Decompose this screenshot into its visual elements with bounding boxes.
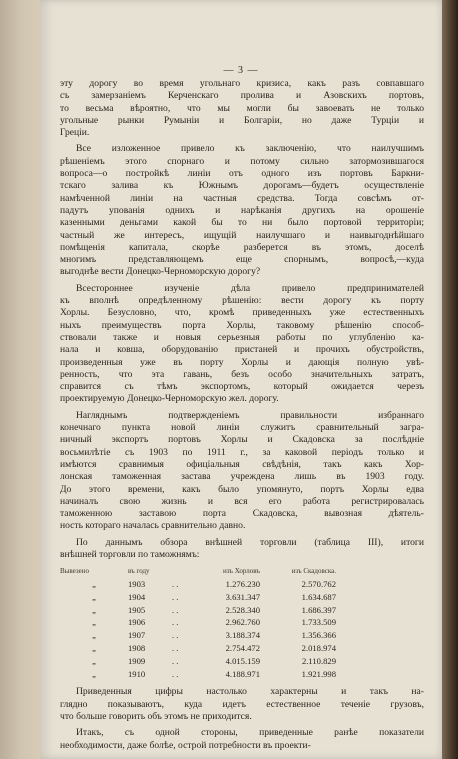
table-header xyxy=(60,565,424,578)
table-row xyxy=(60,642,424,655)
table-cell-mark: „ xyxy=(92,579,96,590)
table-cell-skadovsk: 2.018.974 xyxy=(301,643,336,654)
text-line: выгоднѣе вести Донецко-Черноморскую дорогу? xyxy=(60,266,261,278)
text-line: произведенныя уже въ порту Хорлы и дающія полную увѣ- xyxy=(60,356,424,368)
table-cell-mark: „ xyxy=(92,591,96,602)
page-text xyxy=(60,78,424,756)
paragraph xyxy=(60,686,424,723)
table-row xyxy=(60,591,424,604)
table-row xyxy=(60,578,424,591)
text-line: По даннымъ обзора внѣшней торговли (таблица III), итоги xyxy=(76,536,424,548)
text-line: внѣшней торговли по таможнямъ: xyxy=(60,548,200,560)
text-line: къ вполнѣ опредѣленному рѣшенію: вести дорогу къ порту xyxy=(60,295,424,307)
text-line: намѣченной линіи на частныя средства. Тогда совсѣмъ от- xyxy=(60,192,424,204)
text-line: необходимости, даже болѣе, острой потребности въ проекти- xyxy=(60,739,311,751)
table-cell-skadovsk: 1.634.687 xyxy=(301,591,336,602)
text-line: Хорлы. Безусловно, что, кромѣ приведенныхъ уже естественныхъ xyxy=(60,307,424,319)
paragraphs-top xyxy=(60,78,424,561)
paragraph xyxy=(60,410,424,533)
table-body xyxy=(60,578,424,680)
table-cell-skadovsk: 1.686.397 xyxy=(301,604,336,615)
text-line: лонская таможенная застава учреждена лишь въ 1903 году. xyxy=(60,471,424,483)
table-cell-year: 1905 xyxy=(128,604,146,615)
text-line: что больше говорить объ этомъ не приходится. xyxy=(60,711,252,723)
text-line: то весьма вѣроятно, что мы могли бы завоевать не только xyxy=(60,102,424,114)
table-cell-skadovsk: 2.110.829 xyxy=(301,655,336,666)
text-line: Греціи. xyxy=(60,127,90,139)
text-line: проектируемую Донецко-Черноморскую жел. дорогу. xyxy=(60,393,279,405)
table-cell-dots: . . xyxy=(172,579,179,590)
text-line: рѣшеніемъ этого спорнаго и потому сильно затормозившагося xyxy=(60,155,424,167)
text-line: Все изложенное привело къ заключенію, что наилучшимъ xyxy=(76,143,424,155)
text-line: ничный экспортъ портовъ Хорлы и Скадовска за послѣдніе xyxy=(60,434,424,446)
text-line: эту дорогу во время угольнаго кризиса, какъ разъ совпавшаго xyxy=(60,78,424,89)
table-cell-year: 1904 xyxy=(128,591,146,602)
table-row xyxy=(60,629,424,642)
table-cell-dots: . . xyxy=(172,604,179,615)
table-cell-khorly: 2.754.472 xyxy=(225,643,260,654)
text-line: тскаго залива къ Южнымъ дорогамъ—будетъ осуществленіе xyxy=(60,180,424,192)
text-line: конечнаго пункта новой линіи служитъ сравнительный загра- xyxy=(60,422,424,434)
text-line: ренность, что эта гавань, безъ особо значительныхъ затратъ, xyxy=(60,368,424,380)
paragraph xyxy=(60,78,424,139)
text-line: казенными деньгами какой бы то ни было портовой территоріи; xyxy=(60,217,424,229)
table-header-year: въ году xyxy=(128,567,150,576)
table-cell-dots: . . xyxy=(172,591,179,602)
paragraph xyxy=(60,727,424,752)
table-cell-khorly: 3.188.374 xyxy=(225,630,260,641)
table-row xyxy=(60,655,424,668)
text-line: частный же интересъ, ищущій наилучшаго и наивыгоднѣйшаго xyxy=(60,229,424,241)
text-line: имѣются сравнимыя офиціальныя свѣдѣнія, такъ какъ Хор- xyxy=(60,458,424,470)
book-spine-edge xyxy=(442,0,458,759)
table-cell-dots: . . xyxy=(172,655,179,666)
table-cell-mark: „ xyxy=(92,604,96,615)
table-cell-skadovsk: 1.733.509 xyxy=(301,617,336,628)
table-cell-khorly: 3.631.347 xyxy=(225,591,260,602)
text-line: восьмилѣтіе съ 1903 по 1911 г., за каковой періодъ только и xyxy=(60,446,424,458)
text-line: глядно показываютъ, куда идетъ естественное теченіе грузовъ, xyxy=(60,698,424,710)
page-number: — 3 — xyxy=(223,65,259,76)
text-line: многимъ представляющемъ еще спорнымъ, вопросѣ,—куда xyxy=(60,254,424,266)
text-line: падутъ упованія однихъ и нарѣканія другихъ на орошеніе xyxy=(60,204,424,216)
text-line: таможенною заставою порта Скадовска, вывозная дѣятель- xyxy=(60,508,424,520)
text-line: До этого времени, какъ было упомянуто, портъ Хорлы едва xyxy=(60,483,424,495)
table-cell-year: 1908 xyxy=(128,643,146,654)
text-line: нала и ковша, оборудованію пристаней и прочихъ обустройствъ, xyxy=(60,344,424,356)
table-cell-khorly: 2.962.760 xyxy=(225,617,260,628)
text-line: Нагляднымъ подтвержденіемъ правильности избраннаго xyxy=(76,409,424,421)
book-page xyxy=(40,0,442,759)
text-line: угольные рынки Румыніи и Болгаріи, но даже Турціи и xyxy=(60,114,424,126)
book-binding xyxy=(0,0,40,759)
table-cell-year: 1910 xyxy=(128,668,146,679)
table-cell-khorly: 4.015.159 xyxy=(225,655,260,666)
text-line: начиналъ свою жизнь и вся его работа регистрировалась xyxy=(60,495,424,507)
text-line: помѣщенія капитала, скорѣе разберется въ этомъ, доселѣ xyxy=(60,241,424,253)
paragraph xyxy=(60,143,424,278)
table-row xyxy=(60,616,424,629)
table-row xyxy=(60,604,424,617)
table-cell-dots: . . xyxy=(172,630,179,641)
table-cell-khorly: 4.188.971 xyxy=(225,668,260,679)
table-cell-year: 1906 xyxy=(128,617,146,628)
table-cell-year: 1909 xyxy=(128,655,146,666)
text-line: ныхъ преимуществъ порта Хорлы, таковому рѣшенію способ- xyxy=(60,319,424,331)
text-line: справится съ тѣмъ экспортомъ, который ожидается черезъ xyxy=(60,381,424,393)
table-row xyxy=(60,668,424,681)
text-line: ность котораго началась сравнительно давно. xyxy=(60,520,246,532)
table-header-khorly: изъ Хорловъ xyxy=(222,567,260,576)
text-line: Приведенныя цифры настолько характерны и такъ на- xyxy=(76,686,424,698)
table-header-vyvezeno: Вывезено xyxy=(60,567,89,576)
table-cell-skadovsk: 2.570.762 xyxy=(301,579,336,590)
paragraphs-bottom xyxy=(60,686,424,751)
table-cell-year: 1907 xyxy=(128,630,146,641)
table-cell-mark: „ xyxy=(92,655,96,666)
table-cell-mark: „ xyxy=(92,617,96,628)
table-cell-year: 1903 xyxy=(128,579,146,590)
table-cell-khorly: 2.528.340 xyxy=(225,604,260,615)
table-cell-mark: „ xyxy=(92,643,96,654)
table-cell-dots: . . xyxy=(172,617,179,628)
table-cell-skadovsk: 1.356.366 xyxy=(301,630,336,641)
table-cell-dots: . . xyxy=(172,643,179,654)
text-line: ствовали также и новыя серьезныя работы по углубленію ка- xyxy=(60,331,424,343)
table-cell-skadovsk: 1.921.998 xyxy=(301,668,336,679)
table-cell-mark: „ xyxy=(92,668,96,679)
table-header-skadovsk: изъ Скадовска. xyxy=(291,567,336,576)
text-line: Всестороннее изученіе дѣла привело предпринимателей xyxy=(76,282,424,294)
text-line: Итакъ, съ одной стороны, приведенные ранѣе показатели xyxy=(76,727,424,739)
table-cell-dots: . . xyxy=(172,668,179,679)
table-cell-khorly: 1.276.230 xyxy=(225,579,260,590)
paragraph xyxy=(60,283,424,406)
text-line: съ замерзаніемъ Керченскаго пролива и Азовскихъ портовъ, xyxy=(60,90,424,102)
export-table xyxy=(60,565,424,680)
text-line: вопроса—о постройкѣ линіи отъ одного изъ портовъ Баркни- xyxy=(60,168,424,180)
table-cell-mark: „ xyxy=(92,630,96,641)
paragraph xyxy=(60,537,424,562)
